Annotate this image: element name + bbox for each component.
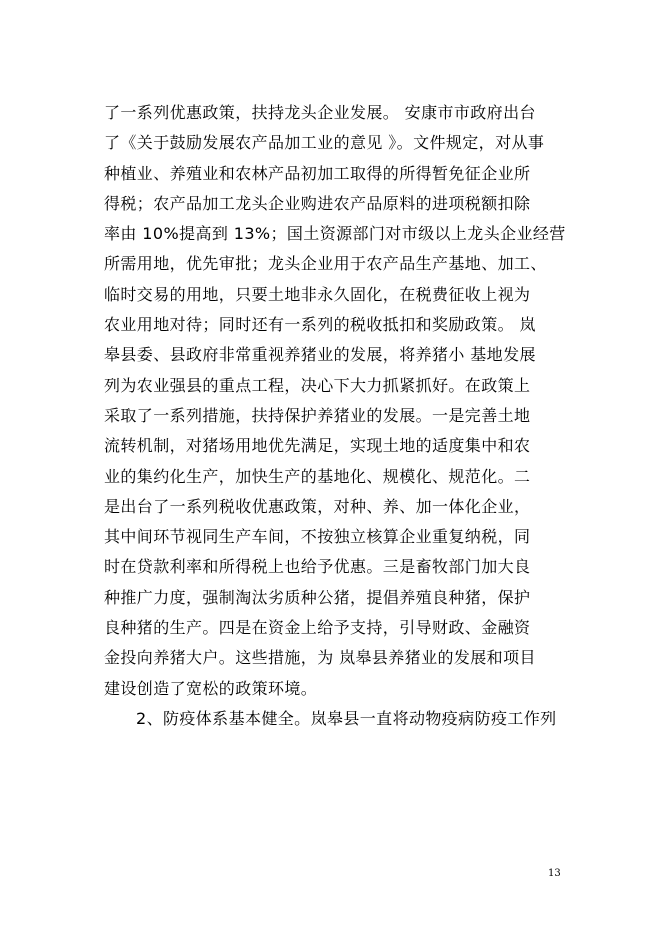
text-line: 其中间环节视同生产车间，不按独立核算企业重复纳税，同 xyxy=(104,527,531,547)
text-line: 得税；农产品加工龙头企业购进农产品原料的进项税额扣除 xyxy=(104,193,531,213)
text-line: 所需用地，优先审批；龙头企业用于农产品生产基地、加工、 xyxy=(104,254,547,274)
text-line: 种推广力度，强制淘汰劣质种公猪，提倡养殖良种猪，保护 xyxy=(104,587,531,607)
text-line: 率由 10%提高到 13%；国土资源部门对市级以上龙头企业经营 xyxy=(104,224,566,244)
text-line: 良种猪的生产。四是在资金上给予支持，引导财政、金融资 xyxy=(104,618,531,638)
text-line: 采取了一系列措施，扶持保护养猪业的发展。一是完善土地 xyxy=(104,405,531,425)
body-text xyxy=(104,98,566,734)
text-line: 业的集约化生产，加快生产的基地化、规模化、规范化。二 xyxy=(104,466,531,486)
text-line: 流转机制，对猪场用地优先满足，实现土地的适度集中和农 xyxy=(104,436,531,456)
text-line: 临时交易的用地，只要土地非永久固化，在税费征收上视为 xyxy=(104,284,531,304)
text-line: 了一系列优惠政策，扶持龙头企业发展。 安康市市政府出台 xyxy=(104,103,536,122)
text-line: 列为农业强县的重点工程，决心下大力抓紧抓好。在政策上 xyxy=(104,375,531,395)
page-number: 13 xyxy=(548,868,561,879)
text-line: 皋县委、县政府非常重视养猪业的发展，将养猪小 基地发展 xyxy=(104,345,536,365)
text-line: 时在贷款利率和所得税上也给予优惠。三是畜牧部门加大良 xyxy=(104,557,531,577)
text-line: 农业用地对待；同时还有一系列的税收抵扣和奖励政策。 岚 xyxy=(104,315,536,335)
text-line: 是出台了一系列税收优惠政策，对种、养、加一体化企业， xyxy=(104,496,531,516)
text-line: 种植业、养殖业和农林产品初加工取得的所得暂免征企业所 xyxy=(104,163,531,183)
text-line: 了《关于鼓励发展农产品加工业的意见 》。文件规定，对从事 xyxy=(104,133,545,153)
text-line: 金投向养猪大户。这些措施，为 岚皋县养猪业的发展和项目 xyxy=(104,648,536,668)
text-line: 建设创造了宽松的政策环境。 xyxy=(104,678,318,698)
section-heading-line: 2、防疫体系基本健全。岚皋县一直将动物疫病防疫工作列 xyxy=(136,708,557,728)
